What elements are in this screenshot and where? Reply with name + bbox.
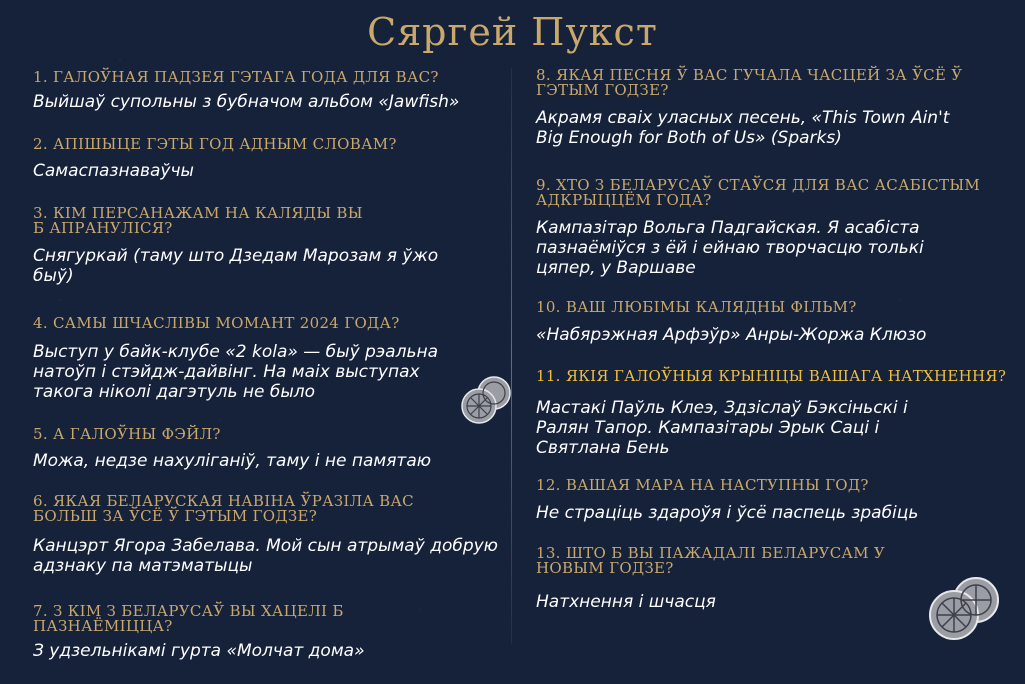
question-7: 7. З КІМ З БЕЛАРУСАЎ ВЫ ХАЦЕЛІ Б ПАЗНАЁМІЦЦА?: [33, 602, 344, 635]
lemon-slices-icon: [458, 375, 514, 425]
lemon-slices-icon: [924, 574, 1004, 642]
question-8: 8. ЯКАЯ ПЕСНЯ Ў ВАС ГУЧАЛА ЧАСЦЕЙ ЗА ЎСЁ Ў ГЭТЫМ ГОДЗЕ?: [536, 66, 963, 99]
question-1: 1. ГАЛОЎНАЯ ПАДЗЕЯ ГЭТАГА ГОДА ДЛЯ ВАС?: [33, 68, 439, 86]
question-3: 3. КІМ ПЕРСАНАЖАМ НА КАЛЯДЫ ВЫ Б АПРАНУЛIСЯ?: [33, 204, 363, 237]
answer-3: Снягуркай (таму што Дзедам Марозам я ўжо быў): [33, 246, 439, 286]
question-9: 9. ХТО З БЕЛАРУСАЎ СТАЎСЯ ДЛЯ ВАС АСАБІСТЫМ АДКРЫЦЦЁМ ГОДА?: [536, 176, 981, 209]
answer-7: З удзельнікамі гурта «Молчат дома»: [33, 641, 365, 661]
column-divider: [511, 68, 512, 644]
answer-8: Акрамя сваіх уласных песень, «This Town Ain't Big Enough for Both of Us» (Sparks): [536, 108, 950, 148]
question-10: 10. ВАШ ЛЮБІМЫ КАЛЯДНЫ ФІЛЬМ?: [536, 298, 857, 316]
page-title: Сяргей Пукст: [367, 10, 658, 54]
question-5: 5. А ГАЛОЎНЫ ФЭЙЛ?: [33, 425, 221, 443]
answer-9: Кампазітар Вольга Падгайская. Я асабіста пазнаёміўся з ёй і ейнаю творчасцю толькі цяпер, у Варшаве: [536, 218, 924, 278]
question-12: 12. ВАШАЯ МАРА НА НАСТУПНЫ ГОД?: [536, 476, 869, 494]
question-4: 4. САМЫ ШЧАСЛІВЫ МОМАНТ 2024 ГОДА?: [33, 314, 400, 332]
question-2: 2. АПІШЫЦЕ ГЭТЫ ГОД АДНЫМ СЛОВАМ?: [33, 135, 397, 153]
answer-2: Самаспазнаваўчы: [33, 161, 194, 181]
answer-4: Выступ у байк-клубе «2 kola» — быў рэальна натоўп і стэйдж-дайвінг. На маіх выступах такога ніколі дагэтуль не было: [33, 342, 438, 402]
question-11: 11. ЯКІЯ ГАЛОЎНЫЯ КРЫНІЦЫ ВАШАГА НАТХНЕННЯ?: [536, 367, 1007, 385]
answer-13: Натхнення і шчасця: [536, 592, 716, 612]
answer-1: Выйшаў супольны з бубначом альбом «Jawfish»: [33, 92, 460, 112]
answer-10: «Набярэжная Арфэўр» Анры-Жоржа Клюзо: [536, 325, 927, 345]
question-13: 13. ШТО Б ВЫ ПАЖАДАЛІ БЕЛАРУСАМ У НОВЫМ ГОДЗЕ?: [536, 544, 886, 577]
answer-5: Можа, недзе нахуліганіў, таму і не памятаю: [33, 451, 432, 471]
answer-11: Мастакі Паўль Клеэ, Здзіслаў Бэксіньскі і Ралян Тапор. Кампазітары Эрык Саці і Святлана Бень: [536, 398, 908, 458]
answer-12: Не страціць здароўя і ўсё паспець зрабіць: [536, 503, 919, 523]
answer-6: Канцэрт Ягора Забелава. Мой сын атрымаў добрую адзнаку па матэматыцы: [33, 536, 498, 576]
question-6: 6. ЯКАЯ БЕЛАРУСКАЯ НАВІНА ЎРАЗІЛА ВАС БОЛЬШ ЗА ЎСЁ Ў ГЭТЫМ ГОДЗЕ?: [33, 492, 414, 525]
